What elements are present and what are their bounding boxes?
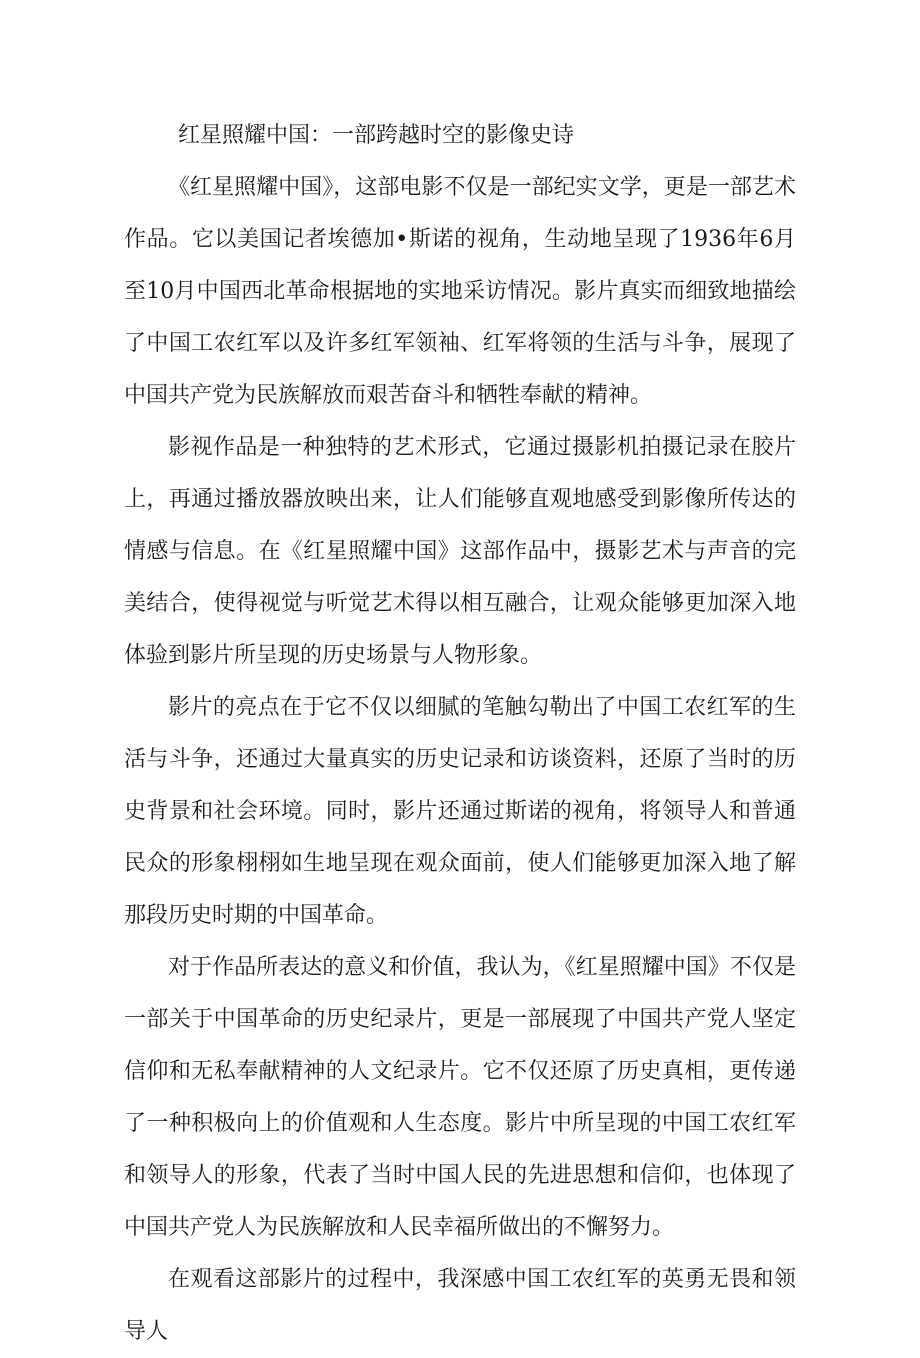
paragraph-1: 《红星照耀中国》，这部电影不仅是一部纪实文学，更是一部艺术作品。它以美国记者埃德加•斯诺的视角，生动地呈现了1936年6月至10月中国西北革命根据地的实地采访情况。影片真实而细致地描绘了中国工农红军以及许多红军领袖、红军将领的生活与斗争，展现了中国共产党为民族解放而艰苦奋斗和牺牲奉献的精神。	[124, 175, 796, 408]
paragraph-5: 在观看这部影片的过程中，我深感中国工农红军的英勇无畏和领导人	[124, 1267, 796, 1344]
document-title: 红星照耀中国：一部跨越时空的影像史诗	[178, 123, 575, 148]
document-body	[124, 110, 796, 1358]
paragraph-3: 影片的亮点在于它不仅以细腻的笔触勾勒出了中国工农红军的生活与斗争，还通过大量真实的历史记录和访谈资料，还原了当时的历史背景和社会环境。同时，影片还通过斯诺的视角，将领导人和普通民众的形象栩栩如生地呈现在观众面前，使人们能够更加深入地了解那段历史时期的中国革命。	[124, 695, 796, 928]
paragraph-2: 影视作品是一种独特的艺术形式，它通过摄影机拍摄记录在胶片上，再通过播放器放映出来，让人们能够直观地感受到影像所传达的情感与信息。在《红星照耀中国》这部作品中，摄影艺术与声音的完美结合，使得视觉与听觉艺术得以相互融合，让观众能够更加深入地体验到影片所呈现的历史场景与人物形象。	[124, 435, 796, 668]
paragraph-4: 对于作品所表达的意义和价值，我认为，《红星照耀中国》不仅是一部关于中国革命的历史纪录片，更是一部展现了中国共产党人坚定信仰和无私奉献精神的人文纪录片。它不仅还原了历史真相，更传递了一种积极向上的价值观和人生态度。影片中所呈现的中国工农红军和领导人的形象，代表了当时中国人民的先进思想和信仰，也体现了中国共产党人为民族解放和人民幸福所做出的不懈努力。	[124, 955, 796, 1240]
